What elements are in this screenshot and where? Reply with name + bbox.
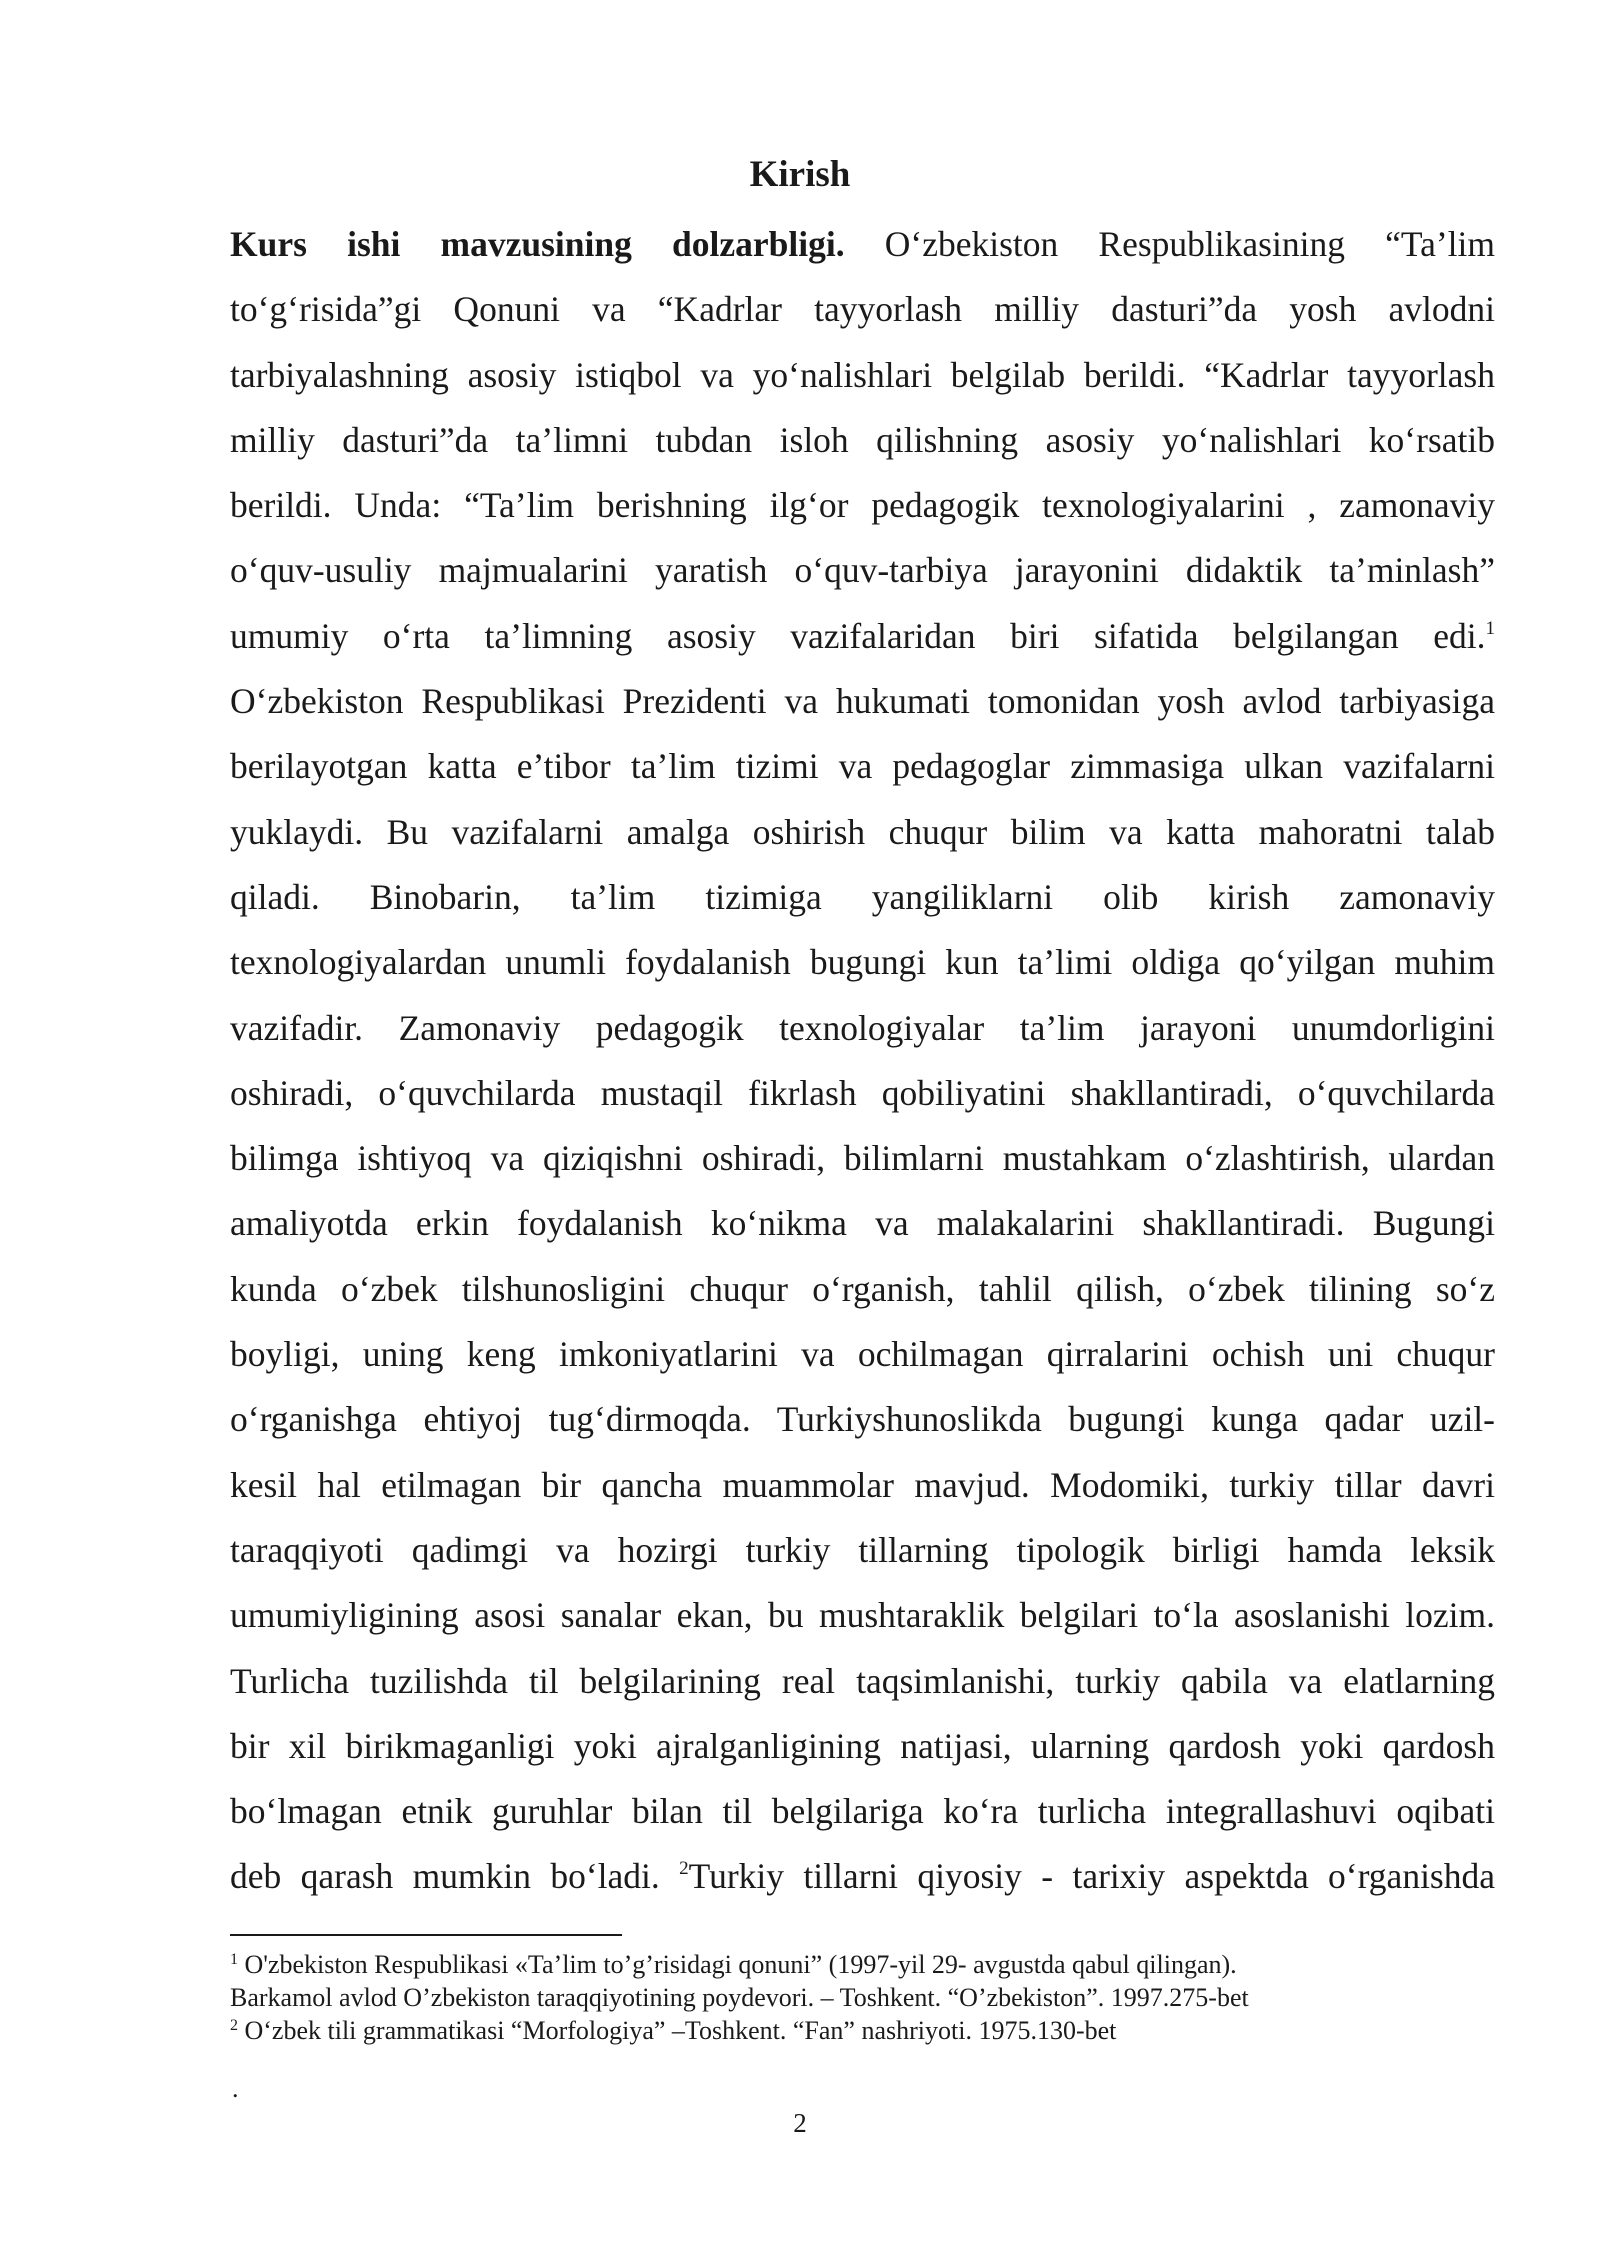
paragraph-line: bo‘lmagan etnik guruhlar bilan til belgilariga ko‘ra turlicha integrallashuvi oqibati bbox=[230, 1791, 1495, 1832]
footnote-2: $^2$ O‘zbek tili grammatikasi “Morfologiya” –Toshkent. “Fan” nashriyoti. 1975.130-bet bbox=[230, 2016, 1117, 2045]
paragraph-line: taraqqiyoti qadimgi va hozirgi turkiy tillarning tipologik birligi hamda leksik bbox=[230, 1529, 1495, 1570]
paragraph-line: milliy dasturi”da ta’limni tubdan isloh qilishning asosiy yo‘nalishlari ko‘rsatib bbox=[230, 419, 1495, 460]
paragraph-line: vazifadir. Zamonaviy pedagogik texnologiyalar ta’lim jarayoni unumdorligini bbox=[230, 1007, 1495, 1048]
paragraph-line: deb qarash mumkin bo‘ladi. $^2$Turkiy tillarni qiyosiy - tarixiy aspektda o‘rganishda bbox=[230, 1856, 1495, 1897]
footnote-separator bbox=[230, 1934, 622, 1936]
paragraph-line: amaliyotda erkin foydalanish ko‘nikma va malakalarini shakllantiradi. Bugungi bbox=[230, 1203, 1495, 1244]
paragraph-line: boyligi, uning keng imkoniyatlarini va ochilmagan qirralarini ochish uni chuqur bbox=[230, 1334, 1495, 1375]
paragraph-line: berildi. Unda: “Ta’lim berishning ilg‘or pedagogik texnologiyalarini , zamonaviy bbox=[230, 485, 1495, 526]
paragraph-line: o‘quv-usuliy majmualarini yaratish o‘quv-tarbiya jarayonini didaktik ta’minlash” bbox=[230, 550, 1495, 591]
paragraph-line: kesil hal etilmagan bir qancha muammolar mavjud. Modomiki, turkiy tillar davri bbox=[230, 1464, 1495, 1505]
paragraph-line: berilayotgan katta e’tibor ta’lim tizimi va pedagoglar zimmasiga ulkan vazifalarni bbox=[230, 746, 1495, 787]
paragraph-line: umumiyligining asosi sanalar ekan, bu mushtaraklik belgilari to‘la asoslanishi lozim. bbox=[230, 1595, 1495, 1636]
footnote-reference: 1 bbox=[1485, 617, 1495, 639]
paragraph-line: tarbiyalashning asosiy istiqbol va yo‘nalishlari belgilab berildi. “Kadrlar tayyorlash bbox=[230, 354, 1495, 395]
footnotes bbox=[230, 1948, 1500, 2047]
section-title: Kirish bbox=[749, 154, 851, 195]
footnote-1: $^1$ O'zbekiston Respublikasi «Ta’lim to’g’risidagi qonuni” (1997-yil 29- avgustda qabul qilingan). bbox=[230, 1950, 1237, 1979]
paragraph-line: oshiradi, o‘quvchilarda mustaqil fikrlash qobiliyatini shakllantiradi, o‘quvchilarda bbox=[230, 1072, 1495, 1113]
lead-heading: Kurs ishi mavzusining dolzarbligi. bbox=[230, 224, 845, 264]
paragraph-line: Kurs ishi mavzusining dolzarbligi. O‘zbekiston Respublikasining “Ta’lim bbox=[230, 224, 1495, 264]
paragraph-line: Turlicha tuzilishda til belgilarining real taqsimlanishi, turkiy qabila va elatlarning bbox=[230, 1660, 1495, 1701]
paragraph-line: texnologiyalardan unumli foydalanish bugungi kun ta’limi oldiga qo‘yilgan muhim bbox=[230, 942, 1495, 983]
paragraph-line: qiladi. Binobarin, ta’lim tizimiga yangiliklarni olib kirish zamonaviy bbox=[230, 876, 1495, 917]
page-number: 2 bbox=[793, 2108, 807, 2138]
paragraph-line: o‘rganishga ehtiyoj tug‘dirmoqda. Turkiyshunoslikda bugungi kunga qadar uzil- bbox=[230, 1399, 1495, 1440]
footnote-1-continued: Barkamol avlod O’zbekiston taraqqiyotining poydevori. – Toshkent. “O’zbekiston”. 1997.275-bet bbox=[230, 1983, 1249, 2012]
paragraph-line: to‘g‘risida”gi Qonuni va “Kadrlar tayyorlash milliy dasturi”da yosh avlodni bbox=[230, 289, 1495, 330]
stray-period: . bbox=[232, 2074, 239, 2103]
paragraph-line: O‘zbekiston Respublikasi Prezidenti va hukumati tomonidan yosh avlod tarbiyasiga bbox=[230, 681, 1495, 722]
paragraph-line: yuklaydi. Bu vazifalarni amalga oshirish chuqur bilim va katta mahoratni talab bbox=[230, 811, 1495, 852]
paragraph-line: bilimga ishtiyoq va qiziqishni oshiradi, bilimlarni mustahkam o‘zlashtirish, ulardan bbox=[230, 1138, 1495, 1179]
paragraph-line: umumiy o‘rta ta’limning asosiy vazifalaridan biri sifatida belgilangan edi.$^1$ bbox=[230, 615, 1495, 656]
body-text bbox=[230, 212, 1495, 1910]
paragraph-line: kunda o‘zbek tilshunosligini chuqur o‘rganish, tahlil qilish, o‘zbek tilining so‘z bbox=[230, 1268, 1495, 1309]
paragraph-line: bir xil birikmaganligi yoki ajralganligining natijasi, ularning qardosh yoki qardosh bbox=[230, 1725, 1495, 1766]
footnote-reference: 2 bbox=[679, 1858, 689, 1880]
